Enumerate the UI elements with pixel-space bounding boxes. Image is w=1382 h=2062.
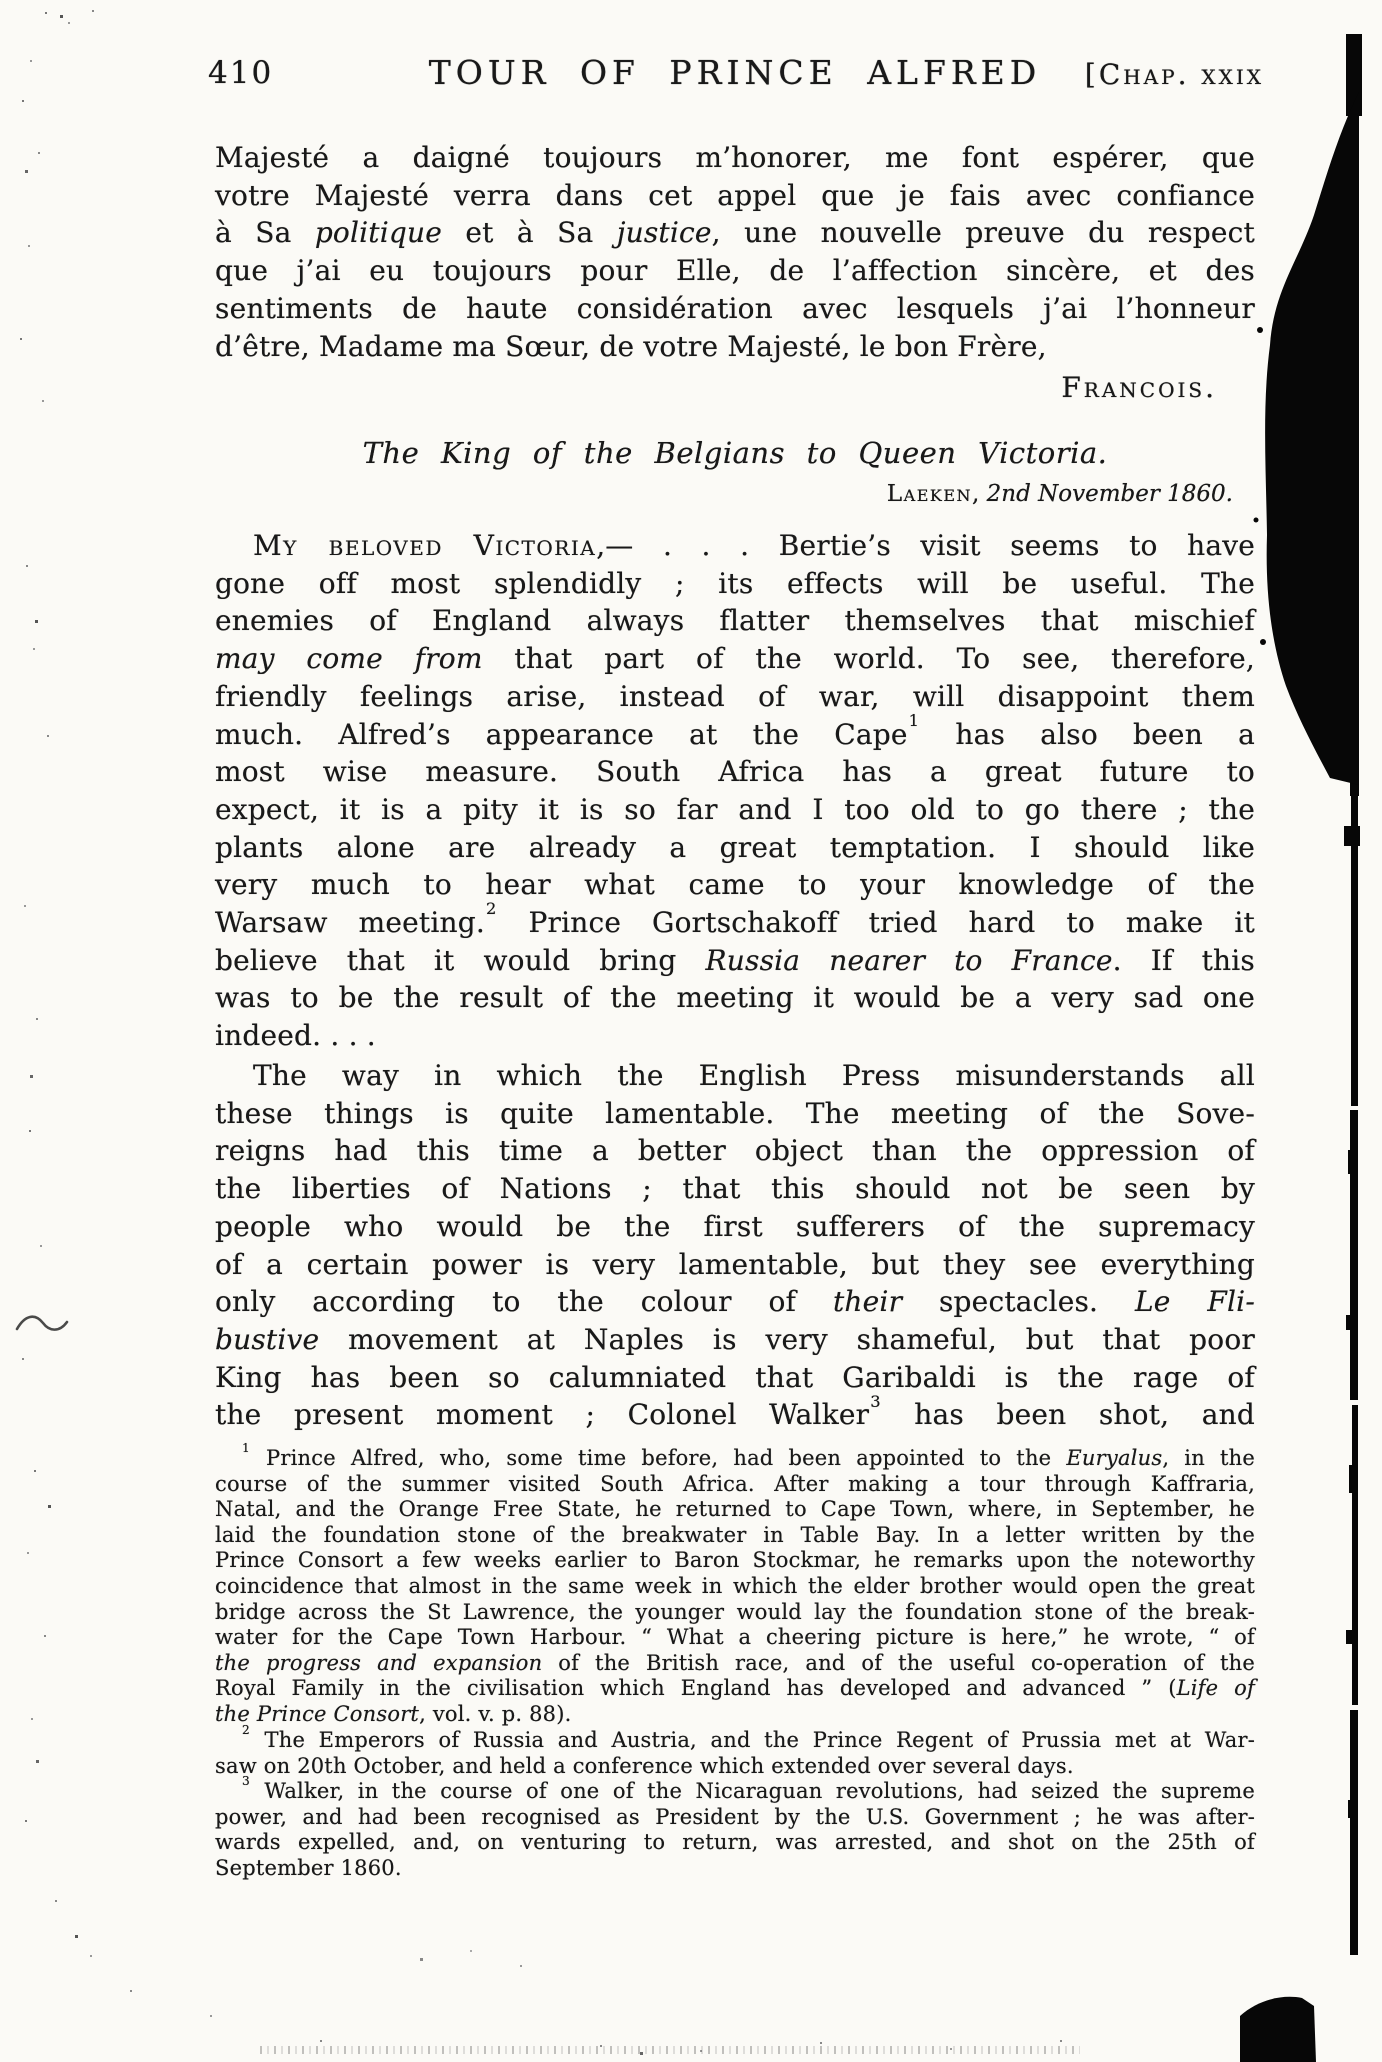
text-line: power, and had been recognised as President by the U.S. Government ; he was after- — [215, 1804, 1255, 1829]
text-line: much. Alfred’s appearance at the Cape$^1$ has also been a — [215, 710, 1255, 751]
text-line: bustive movement at Naples is very shameful, but that poor — [215, 1322, 1255, 1356]
text-line: most wise measure. South Africa has a great future to — [215, 755, 1255, 789]
text-line: $^1$ Prince Alfred, who, some time before, had been appointed to the Euryalus, in the — [242, 1440, 1256, 1470]
text-line: que j’ai eu toujours pour Elle, de l’affection sincère, et des — [215, 254, 1255, 288]
letter-dateline: Laeken, 2nd November 1860. — [886, 481, 1233, 507]
text-line: My beloved Victoria,— . . . Bertie’s visit seems to have — [253, 529, 1256, 562]
text-line: coincidence that almost in the same week in which the elder brother would open the great — [215, 1573, 1255, 1598]
text-line: d’être, Madame ma Sœur, de votre Majesté, le bon Frère, — [215, 329, 1047, 363]
text-line: bridge across the St Lawrence, the younger would lay the foundation stone of the break- — [215, 1599, 1255, 1624]
text-line: King has been so calumniated that Garibaldi is the rage of — [215, 1360, 1255, 1394]
text-line: wards expelled, and, on venturing to return, was arrested, and shot on the 25th of — [215, 1830, 1255, 1855]
text-line: the present moment ; Colonel Walker$^3$ has been shot, and — [215, 1391, 1255, 1432]
text-line: $^2$ The Emperors of Russia and Austria, and the Prince Regent of Prussia met at War- — [242, 1722, 1255, 1752]
scan-noise-band — [260, 2046, 1080, 2054]
text-line: water for the Cape Town Harbour. “ What a cheering picture is here,” he wrote, “ of — [215, 1625, 1255, 1650]
chapter-label: [Chap. xxix — [1084, 58, 1264, 91]
running-title: TOUR OF PRINCE ALFRED — [428, 53, 1042, 92]
text-line: votre Majesté verra dans cet appel que je fais avec confiance — [215, 178, 1255, 212]
footnote-2 — [215, 1722, 1255, 1779]
text-line: was to be the result of the meeting it would be a very sad one — [215, 981, 1255, 1015]
text-line: believe that it would bring Russia nearer to France. If this — [215, 943, 1255, 977]
text-line: $^3$ Walker, in the course of one of the Nicaraguan revolutions, had seized the supreme — [242, 1773, 1255, 1803]
scan-noise-speckles — [0, 0, 3, 3]
text-line: only according to the colour of their spectacles. Le Fli- — [215, 1285, 1255, 1319]
text-line: Majesté a daigné toujours m’honorer, me font espérer, que — [215, 141, 1255, 174]
text-line: gone off most splendidly ; its effects will be useful. The — [215, 566, 1255, 600]
page-number: 410 — [208, 55, 274, 91]
text-line: saw on 20th October, and held a conference which extended over several days. — [215, 1753, 1074, 1778]
text-line: September 1860. — [215, 1855, 402, 1880]
text-line: laid the foundation stone of the breakwater in Table Bay. In a letter written by the — [215, 1522, 1255, 1547]
letter-heading: The King of the Belgians to Queen Victoria. — [362, 436, 1108, 470]
text-line: the progress and expansion of the British race, and of the useful co-operation of the — [215, 1650, 1255, 1675]
text-line: Prince Consort a few weeks earlier to Baron Stockmar, he remarks upon the noteworthy — [215, 1548, 1255, 1573]
text-line: reigns had this time a better object than the oppression of — [215, 1134, 1255, 1168]
footnote-3 — [215, 1773, 1255, 1881]
text-line: The way in which the English Press misunderstands all — [253, 1059, 1255, 1092]
text-line: people who would be the first sufferers of the supremacy — [215, 1209, 1255, 1243]
text-line: of a certain power is very lamentable, but they see everything — [215, 1247, 1255, 1281]
french-letter-paragraph — [215, 139, 1255, 365]
handwritten-tilde-mark — [14, 1310, 70, 1342]
text-line: friendly feelings arise, instead of war, will disappoint them — [215, 679, 1255, 713]
text-line: very much to hear what came to your knowledge of the — [215, 868, 1255, 902]
letter-signature: Francois. — [1061, 371, 1217, 404]
text-line: Natal, and the Orange Free State, he returned to Cape Town, where, in September, he — [215, 1497, 1255, 1522]
text-line: plants alone are already a great temptation. I should like — [215, 830, 1255, 864]
text-line: indeed. . . . — [215, 1019, 376, 1053]
text-line: à Sa politique et à Sa justice, une nouvelle preuve du respect — [215, 216, 1256, 250]
text-line: the Prince Consort, vol. v. p. 88). — [215, 1701, 572, 1726]
text-line: expect, it is a pity it is so far and I too old to go there ; the — [215, 792, 1255, 826]
letter-body-paragraph — [215, 527, 1255, 1055]
press-paragraph — [215, 1057, 1255, 1434]
scan-gutter-artifact — [1240, 0, 1382, 2062]
text-line: course of the summer visited South Africa. After making a tour through Kaffraria, — [215, 1471, 1255, 1496]
text-line: these things is quite lamentable. The meeting of the Sove- — [215, 1096, 1255, 1130]
text-line: Royal Family in the civilisation which England has developed and advanced ” (Life of — [215, 1676, 1255, 1701]
text-line: enemies of England always flatter themselves that mischief — [215, 604, 1255, 638]
footnote-1 — [215, 1440, 1256, 1728]
text-line: may come from that part of the world. To see, therefore, — [215, 642, 1255, 676]
text-line: Warsaw meeting.$^2$ Prince Gortschakoff tried hard to make it — [215, 899, 1256, 940]
text-line: sentiments de haute considération avec lesquels j’ai l’honneur — [215, 291, 1255, 325]
text-line: the liberties of Nations ; that this should not be seen by — [215, 1172, 1255, 1206]
